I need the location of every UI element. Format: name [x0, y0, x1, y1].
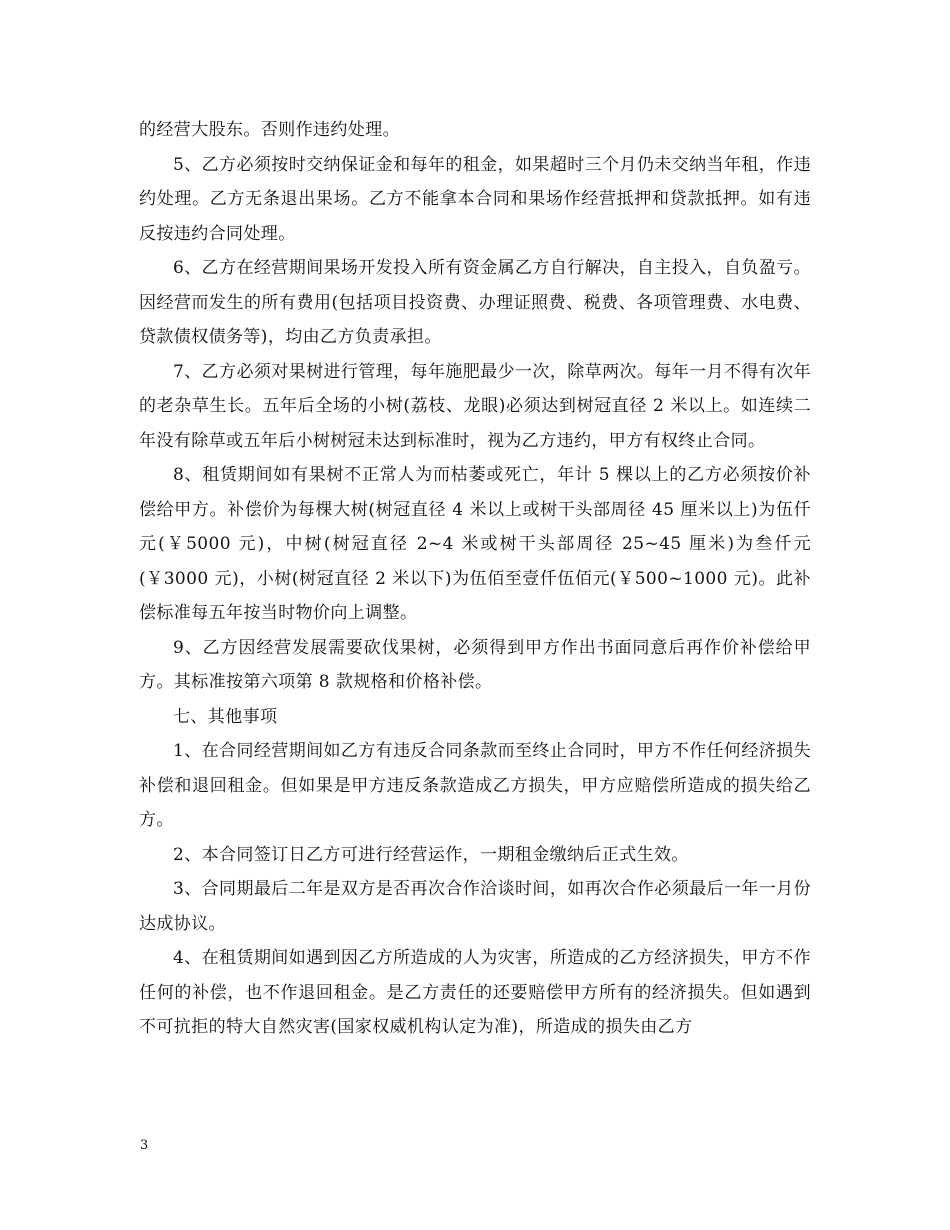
- paragraph: 的经营大股东。否则作违约处理。: [139, 120, 400, 140]
- paragraph: 4、在租赁期间如遇到因乙方所造成的人为灾害，所造成的乙方经济损失，甲方不作任何的补偿，也不作退回租金。是乙方责任的还要赔偿甲方所有的经济损失。但如遇到不可抗拒的特大自然灾害(国家权威机构认定为准)，所造成的损失由乙方: [139, 948, 811, 1037]
- page-number: 3: [140, 1138, 149, 1153]
- paragraph: 9、乙方因经营发展需要砍伐果树，必须得到甲方作出书面同意后再作价补偿给甲方。其标准按第六项第 8 款规格和价格补偿。: [139, 637, 811, 692]
- paragraph: 6、乙方在经营期间果场开发投入所有资金属乙方自行解决，自主投入，自负盈亏。因经营而发生的所有费用(包括项目投资费、办理证照费、税费、各项管理费、水电费、贷款债权债务等)，均由乙方负责承担。: [139, 258, 811, 347]
- paragraph: 1、在合同经营期间如乙方有违反合同条款而至终止合同时，甲方不作任何经济损失补偿和退回租金。但如果是甲方违反条款造成乙方损失，甲方应赔偿所造成的损失给乙方。: [139, 741, 811, 830]
- paragraph: 3、合同期最后二年是双方是否再次合作洽谈时间，如再次合作必须最后一年一月份达成协议。: [139, 879, 811, 934]
- paragraph: 7、乙方必须对果树进行管理，每年施肥最少一次，除草两次。每年一月不得有次年的老杂草生长。五年后全场的小树(荔枝、龙眼)必须达到树冠直径 2 米以上。如连续二年没有除草或五年后小树树冠未达到标准时，视为乙方违约，甲方有权终止合同。: [139, 361, 811, 451]
- section-heading: 七、其他事项: [173, 706, 278, 727]
- document-body: [139, 113, 811, 1045]
- paragraph: 8、租赁期间如有果树不正常人为而枯萎或死亡，年计 5 棵以上的乙方必须按价补偿给甲方。补偿价为每棵大树(树冠直径 4 米以上或树干头部周径 45 厘米以上)为伍仟元(￥5000 元)，中树(树冠直径 2~4 米或树干头部周径 25~45 厘米)为叁仟元(￥3000 元)，小树(树冠直径 2 米以下)为伍佰至壹仟伍佰元(￥500~1000 元)。此补偿标准每五年按当时物价向上调整。: [139, 465, 811, 623]
- paragraph: 2、本合同签订日乙方可进行经营运作，一期租金缴纳后正式生效。: [173, 844, 689, 865]
- paragraph: 5、乙方必须按时交纳保证金和每年的租金，如果超时三个月仍未交纳当年租，作违约处理。乙方无条退出果场。乙方不能拿本合同和果场作经营抵押和贷款抵押。如有违反按违约合同处理。: [139, 154, 811, 244]
